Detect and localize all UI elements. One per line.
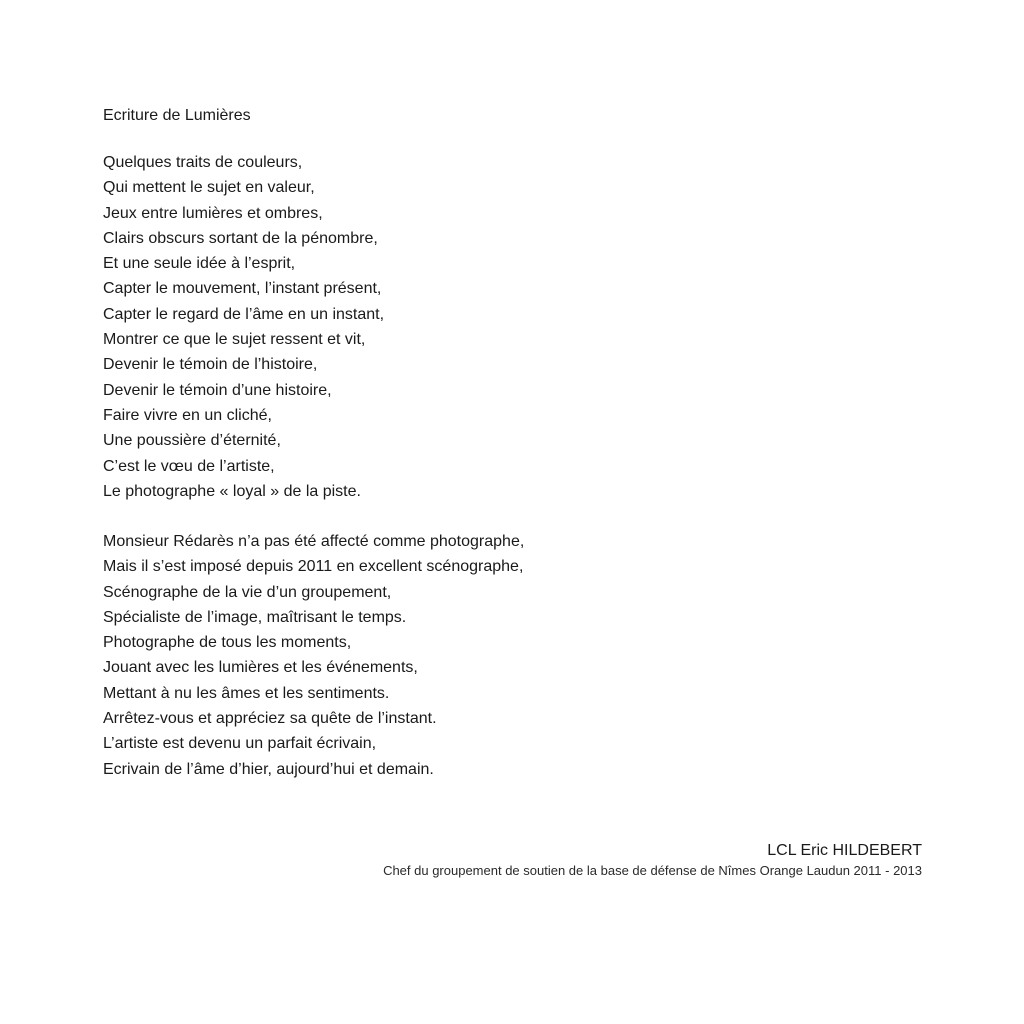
- poem-line: Arrêtez-vous et appréciez sa quête de l’instant.: [103, 710, 437, 728]
- poem-line: Jeux entre lumières et ombres,: [103, 204, 323, 222]
- poem-line: Monsieur Rédarès n’a pas été affecté comme photographe,: [103, 533, 525, 550]
- poem-title: Ecriture de Lumières: [103, 107, 251, 124]
- poem-line: Jouant avec les lumières et les événements,: [103, 659, 418, 677]
- poem-line: Mais il s’est imposé depuis 2011 en excellent scénographe,: [103, 558, 524, 576]
- poem-line: Photographe de tous les moments,: [103, 634, 352, 652]
- poem-line: Capter le regard de l’âme en un instant,: [103, 305, 385, 323]
- author-name: LCL Eric HILDEBERT: [767, 842, 922, 859]
- poem-line: Mettant à nu les âmes et les sentiments.: [103, 684, 390, 702]
- poem-line: Spécialiste de l’image, maîtrisant le temps.: [103, 608, 407, 626]
- poem-line: Clairs obscurs sortant de la pénombre,: [103, 229, 378, 247]
- poem-line: Devenir le témoin d’une histoire,: [103, 381, 332, 399]
- poem-line: Ecrivain de l’âme d’hier, aujourd’hui et demain.: [103, 760, 434, 778]
- poem-line: C’est le vœu de l’artiste,: [103, 457, 275, 475]
- poem-line: Faire vivre en un cliché,: [103, 406, 272, 424]
- poem-line: Le photographe « loyal » de la piste.: [103, 482, 361, 500]
- poem-line: L’artiste est devenu un parfait écrivain,: [103, 735, 377, 753]
- poem-line: Quelques traits de couleurs,: [103, 154, 303, 171]
- author-role: Chef du groupement de soutien de la base de défense de Nîmes Orange Laudun 2011 - 2013: [383, 863, 922, 878]
- poem-stanza-1: [103, 150, 384, 504]
- signature-block: [383, 840, 922, 880]
- poem-line: Une poussière d’éternité,: [103, 432, 281, 450]
- poem-line: Montrer ce que le sujet ressent et vit,: [103, 331, 366, 349]
- poem-line: Capter le mouvement, l’instant présent,: [103, 280, 382, 298]
- poem-line: Devenir le témoin de l’histoire,: [103, 356, 318, 374]
- poem-line: Et une seule idée à l’esprit,: [103, 255, 296, 273]
- poem-line: Scénographe de la vie d’un groupement,: [103, 583, 392, 601]
- poem-stanza-2: [103, 529, 524, 782]
- poem-line: Qui mettent le sujet en valeur,: [103, 179, 315, 197]
